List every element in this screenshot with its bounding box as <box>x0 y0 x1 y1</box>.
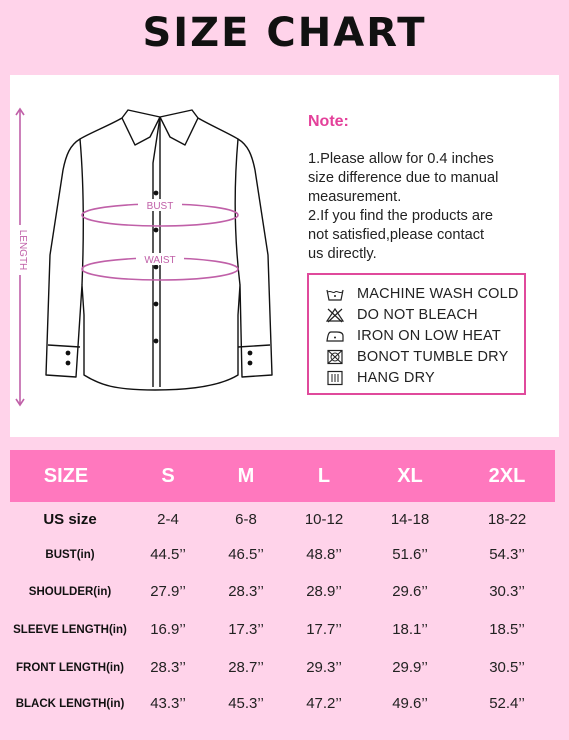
table-cell: 49.6’’ <box>392 695 428 712</box>
note-text <box>308 150 538 264</box>
care-label: IRON ON LOW HEAT <box>357 328 501 344</box>
table-cell: 28.3’’ <box>150 659 186 676</box>
row-label: SLEEVE LENGTH(in) <box>13 624 127 636</box>
bust-label: BUST <box>146 201 174 212</box>
note-line: size difference due to manual <box>308 170 499 186</box>
table-row-shoulder <box>0 574 569 610</box>
care-label: HANG DRY <box>357 370 435 386</box>
table-cell: 10-12 <box>304 511 344 528</box>
note-line: 2.If you find the products are <box>308 208 493 224</box>
care-row <box>309 284 526 304</box>
note-line: measurement. <box>308 189 402 205</box>
header-cell-2xl: 2XL <box>488 465 526 487</box>
table-cell: 43.3’’ <box>150 695 186 712</box>
care-label: DO NOT BLEACH <box>357 307 478 323</box>
header-cell-size: SIZE <box>43 465 89 487</box>
size-table-header <box>10 450 555 502</box>
table-cell: 52.4’’ <box>489 695 525 712</box>
table-cell: 29.3’’ <box>306 659 342 676</box>
table-cell: 2-4 <box>157 511 179 528</box>
table-cell: 28.9’’ <box>306 583 342 600</box>
table-cell: 44.5’’ <box>150 546 186 563</box>
header-cell-m: M <box>237 465 255 487</box>
info-panel <box>10 75 559 437</box>
table-cell: 16.9’’ <box>150 621 186 638</box>
note-line: us directly. <box>308 246 377 262</box>
button-dots <box>66 191 253 366</box>
table-cell: 30.3’’ <box>489 583 525 600</box>
row-label: US size <box>43 511 97 528</box>
shirt-diagram <box>10 75 300 437</box>
care-row <box>309 305 526 325</box>
table-cell: 30.5’’ <box>489 659 525 676</box>
table-row-front-length <box>0 650 569 686</box>
table-cell: 14-18 <box>390 511 430 528</box>
table-cell: 18-22 <box>487 511 527 528</box>
care-label: MACHINE WASH COLD <box>357 286 519 302</box>
header-cell-l: L <box>317 465 331 487</box>
wash-basin-icon <box>325 286 345 302</box>
table-cell: 46.5’’ <box>228 546 264 563</box>
table-cell: 29.6’’ <box>392 583 428 600</box>
table-cell: 45.3’’ <box>228 695 264 712</box>
length-label: LENGTH <box>17 229 28 271</box>
table-cell: 54.3’’ <box>489 546 525 563</box>
header-cell-s: S <box>161 465 175 487</box>
row-label: BUST(in) <box>45 549 95 561</box>
care-instructions-box <box>307 273 526 395</box>
table-cell: 18.5’’ <box>489 621 525 638</box>
table-cell: 28.3’’ <box>228 583 264 600</box>
table-cell: 47.2’’ <box>306 695 342 712</box>
care-row <box>309 326 526 346</box>
table-cell: 51.6’’ <box>392 546 428 563</box>
table-cell: 27.9’’ <box>150 583 186 600</box>
hang-dry-icon <box>325 370 345 386</box>
waist-label: WAIST <box>144 255 176 266</box>
table-cell: 48.8’’ <box>306 546 342 563</box>
table-row-back-length <box>0 686 569 722</box>
row-label: BLACK LENGTH(in) <box>15 698 125 710</box>
note-line: 1.Please allow for 0.4 inches <box>308 151 494 167</box>
care-row <box>309 368 526 388</box>
crossed-triangle-icon <box>325 307 345 323</box>
table-row-us-size <box>0 502 569 538</box>
crossed-dryer-icon <box>325 349 345 365</box>
care-label: BONOT TUMBLE DRY <box>357 349 509 365</box>
table-row-sleeve-length <box>0 612 569 648</box>
header-cell-xl: XL <box>397 465 423 487</box>
page-title: SIZE CHART <box>142 10 427 56</box>
table-cell: 28.7’’ <box>228 659 264 676</box>
table-row-bust <box>0 537 569 573</box>
row-label: FRONT LENGTH(in) <box>16 662 124 674</box>
row-label: SHOULDER(in) <box>28 586 112 598</box>
note-line: not satisfied,please contact <box>308 227 485 243</box>
table-cell: 18.1’’ <box>392 621 428 638</box>
table-cell: 17.3’’ <box>228 621 264 638</box>
note-heading: Note: <box>308 113 349 130</box>
table-cell: 17.7’’ <box>306 621 342 638</box>
iron-icon <box>325 328 345 344</box>
table-cell: 29.9’’ <box>392 659 428 676</box>
table-cell: 6-8 <box>235 511 257 528</box>
care-row <box>309 347 526 367</box>
